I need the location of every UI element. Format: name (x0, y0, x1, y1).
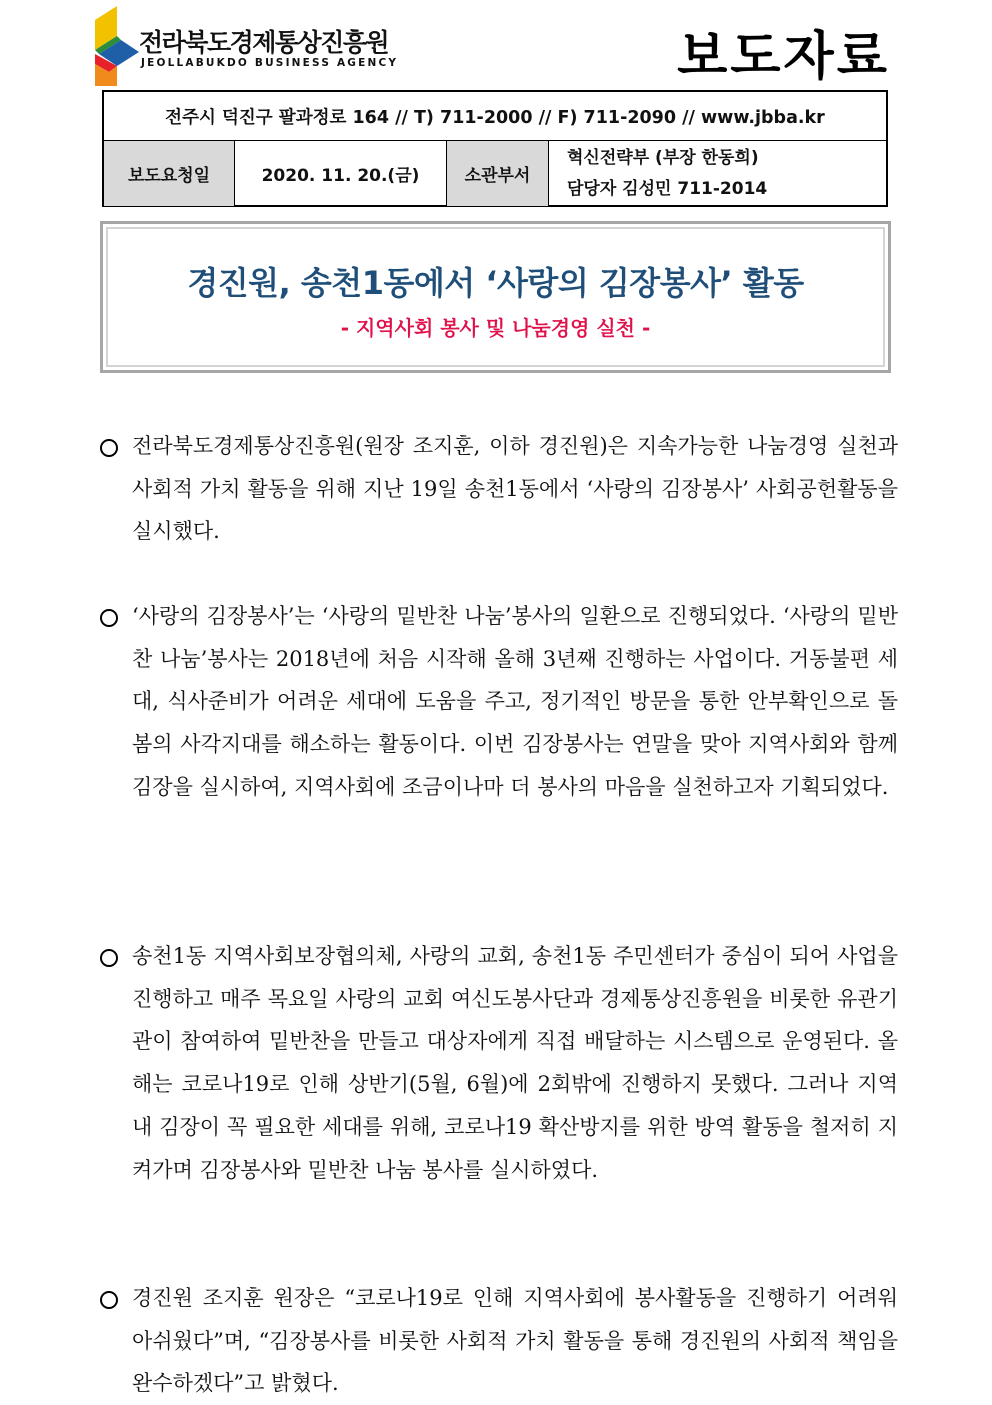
agency-logo (95, 6, 399, 86)
org-name-korean: 전라북도경제통상진흥원 (139, 28, 389, 57)
org-name-english: JEOLLABUKDO BUSINESS AGENCY (141, 57, 399, 69)
press-info-table (102, 90, 888, 207)
paragraph (100, 946, 898, 1191)
contact-person: 담당자 김성민 711-2014 (567, 178, 768, 199)
press-info-row (104, 141, 886, 206)
department-label: 소관부서 (447, 141, 549, 206)
paragraph (100, 436, 898, 553)
document-type-title: 보도자료 (677, 27, 890, 87)
circle-bullet-icon (100, 439, 118, 457)
paragraph-text: 전라북도경제통상진흥원(원장 조지훈, 이하 경진원)은 지속가능한 나눔경영 실천과 사회적 가치 활동을 위해 지난 19일 송천1동에서 ‘사랑의 김장봉사’ 사회공헌활동을 실시했다. (132, 434, 898, 544)
agency-logo-icon (95, 6, 139, 86)
request-date-value: 2020. 11. 20.(금) (235, 141, 447, 206)
paragraph (100, 1288, 898, 1405)
circle-bullet-icon (100, 949, 118, 967)
headline-title: 경진원, 송천1동에서 ‘사랑의 김장봉사’ 활동 (187, 264, 804, 302)
paragraph-text: 송천1동 지역사회보장협의체, 사랑의 교회, 송천1동 주민센터가 중심이 되어 사업을 진행하고 매주 목요일 사랑의 교회 여신도봉사단과 경제통상진흥원을 비롯한 유관기관이 참여하여 밑반찬을 만들고 대상자에게 직접 배달하는 시스템으로 운영된다. 올해는 코로나19로 인해 상반기(5월, 6월)에 2회밖에 진행하지 못했다. 그러나 지역 내 김장이 꼭 필요한 세대를 위해, 코로나19 확산방지를 위한 방역 활동을 철저히 지켜가며 김장봉사와 밑반찬 나눔 봉사를 실시하였다. (132, 944, 898, 1182)
headline-subtitle: - 지역사회 봉사 및 나눔경영 실천 - (340, 316, 651, 340)
circle-bullet-icon (100, 609, 118, 627)
paragraph-text: ‘사랑의 김장봉사’는 ‘사랑의 밑반찬 나눔’봉사의 일환으로 진행되었다. ‘사랑의 밑반찬 나눔’봉사는 2018년에 처음 시작해 올해 3년째 진행하는 사업이다. 거동불편 세대, 식사준비가 어려운 세대에 도움을 주고, 정기적인 방문을 통한 안부확인으로 돌봄의 사각지대를 해소하는 활동이다. 이번 김장봉사는 연말을 맞아 지역사회와 함께 김장을 실시하여, 지역사회에 조금이나마 더 봉사의 마음을 실천하고자 기획되었다. (132, 604, 898, 799)
contact-line: 전주시 덕진구 팔과정로 164 // T) 711-2000 // F) 711-2090 // www.jbba.kr (104, 92, 886, 141)
department-info (549, 141, 886, 206)
paragraph (100, 606, 898, 809)
circle-bullet-icon (100, 1291, 118, 1309)
request-date-label: 보도요청일 (104, 141, 235, 206)
headline-box (100, 221, 891, 373)
department-value: 혁신전략부 (부장 한동희) (567, 147, 759, 168)
paragraph-text: 경진원 조지훈 원장은 “코로나19로 인해 지역사회에 봉사활동을 진행하기 어려워 아쉬웠다”며, “김장봉사를 비롯한 사회적 가치 활동을 통해 경진원의 사회적 책임을 완수하겠다”고 밝혔다. (132, 1286, 898, 1396)
